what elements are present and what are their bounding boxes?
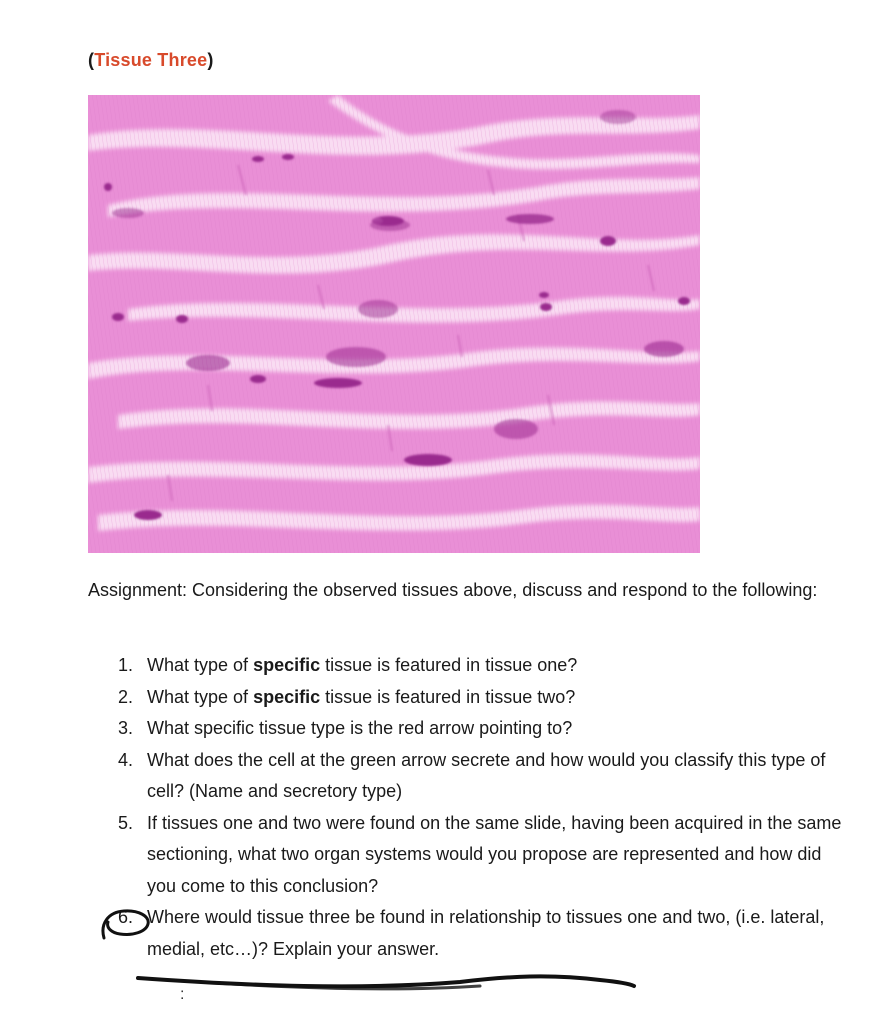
assignment-label: Assignment: [88, 580, 188, 600]
question-text: What specific tissue type is the red arrow pointing to? [147, 718, 573, 738]
question-number: 2. [118, 686, 134, 707]
question-item [110, 713, 850, 745]
question-item [110, 808, 850, 903]
question-number: 5. [118, 812, 134, 833]
question-list [110, 650, 850, 965]
cardiac-muscle-micrograph [88, 95, 700, 553]
question-text: Where would tissue three be found in relationship to tissues one and two, (i.e. lateral, medial, etc…)? Explain your answer. [147, 907, 825, 959]
question-text: What does the cell at the green arrow secrete and how would you classify this type of cell? (Name and secretory type) [147, 749, 826, 801]
section-heading [88, 50, 214, 71]
question-text: What type of [147, 686, 254, 707]
assignment-intro [88, 574, 848, 606]
question-emphasis: specific [253, 686, 321, 707]
question-item-highlighted [110, 902, 850, 965]
footer-mark: : [180, 986, 185, 1003]
heading-text: Tissue Three [94, 50, 208, 70]
heading-close-paren: ) [207, 50, 214, 70]
question-number: 1. [118, 655, 134, 675]
question-item [110, 682, 850, 714]
tissue-micrograph-image [88, 95, 700, 553]
question-item [110, 745, 850, 808]
question-number: 3. [118, 718, 134, 738]
hand-drawn-circle-mark [98, 904, 158, 944]
hand-drawn-underline-mark [130, 966, 640, 1000]
question-number: 4. [118, 749, 134, 770]
heading-open-paren: ( [88, 50, 95, 70]
question-emphasis: specific [253, 655, 321, 675]
question-number: 6. [118, 907, 134, 927]
assignment-text: Considering the observed tissues above, discuss and respond to the following: [187, 580, 818, 600]
question-text: What type of [147, 655, 254, 675]
question-text: If tissues one and two were found on the same slide, having been acquired in the same sectioning, what two organ systems would you propose are represented and how did you come to this conclusion? [147, 812, 842, 896]
question-item [110, 650, 850, 682]
question-text-rest: tissue is featured in tissue two? [320, 686, 576, 707]
question-text-rest: tissue is featured in tissue one? [320, 655, 578, 675]
